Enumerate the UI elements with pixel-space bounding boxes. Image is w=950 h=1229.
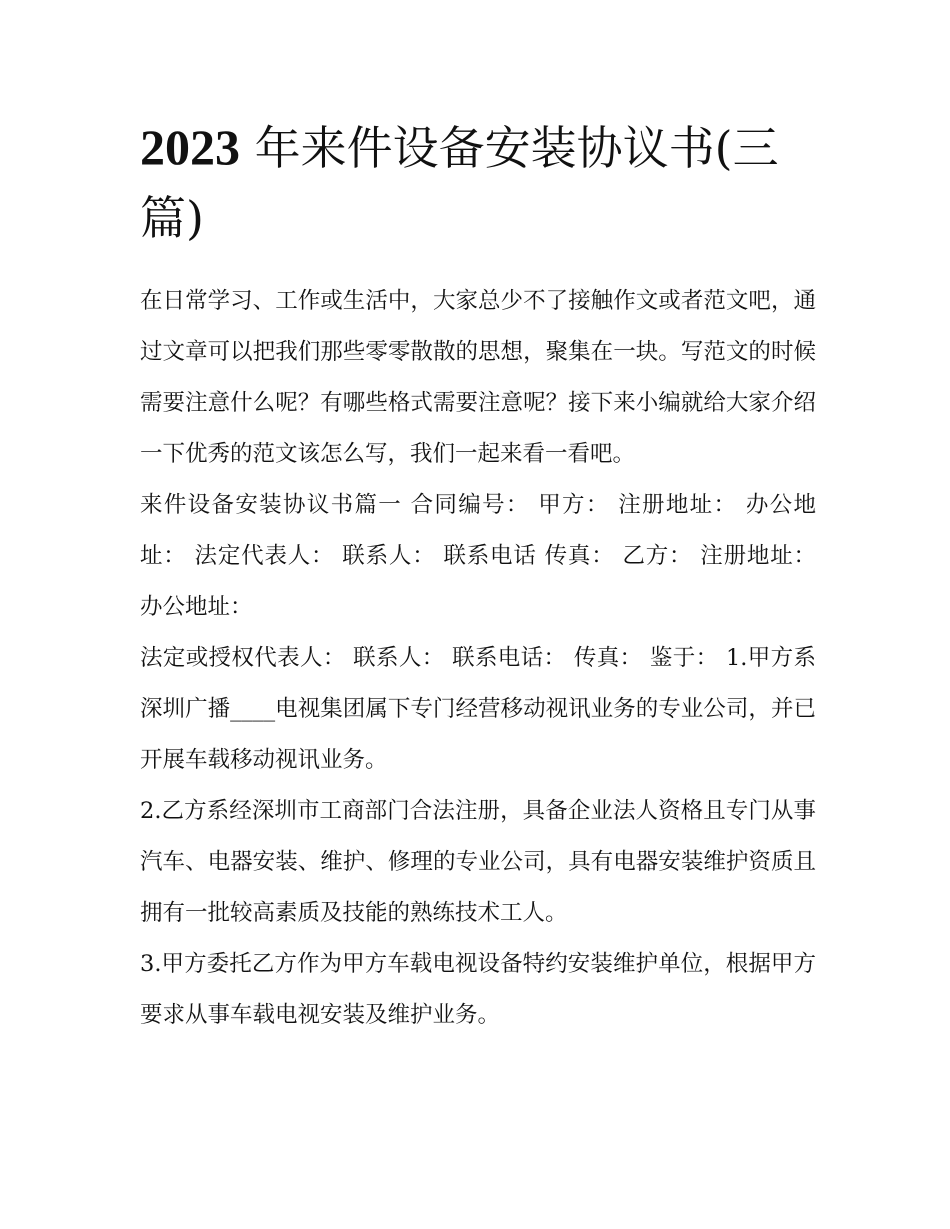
document-title: [140, 112, 820, 253]
recital-paragraph-2: 2.乙方系经深圳市工商部门合法注册，具备企业法人资格且专门从事汽车、电器安装、维护、修理的专业公司，具有电器安装维护资质且拥有一批较高素质及技能的熟练技术工人。: [140, 798, 816, 926]
title-text: 年来件设备安装协议书(三篇): [140, 121, 779, 245]
document-body: [140, 276, 816, 1041]
recital-paragraph-3: 3.甲方委托乙方作为甲方车载电视设备特约安装维护单位，根据甲方要求从事车载电视安装及维护业务。: [140, 951, 816, 1028]
agreement-parties-paragraph: 来件设备安装协议书篇一 合同编号： 甲方： 注册地址： 办公地址： 法定代表人： 联系人： 联系电话 传真： 乙方： 注册地址： 办公地址：: [140, 492, 816, 620]
recital-paragraph-1: 法定或授权代表人： 联系人： 联系电话： 传真： 鉴于： 1.甲方系深圳广播____电视集团属下专门经营移动视讯业务的专业公司，并已开展车载移动视讯业务。: [140, 645, 816, 773]
title-year: 2023: [140, 119, 240, 175]
intro-paragraph: 在日常学习、工作或生活中，大家总少不了接触作文或者范文吧，通过文章可以把我们那些零零散散的思想，聚集在一块。写范文的时候需要注意什么呢？有哪些格式需要注意呢？接下来小编就给大家介绍一下优秀的范文该怎么写，我们一起来看一看吧。: [140, 288, 816, 467]
